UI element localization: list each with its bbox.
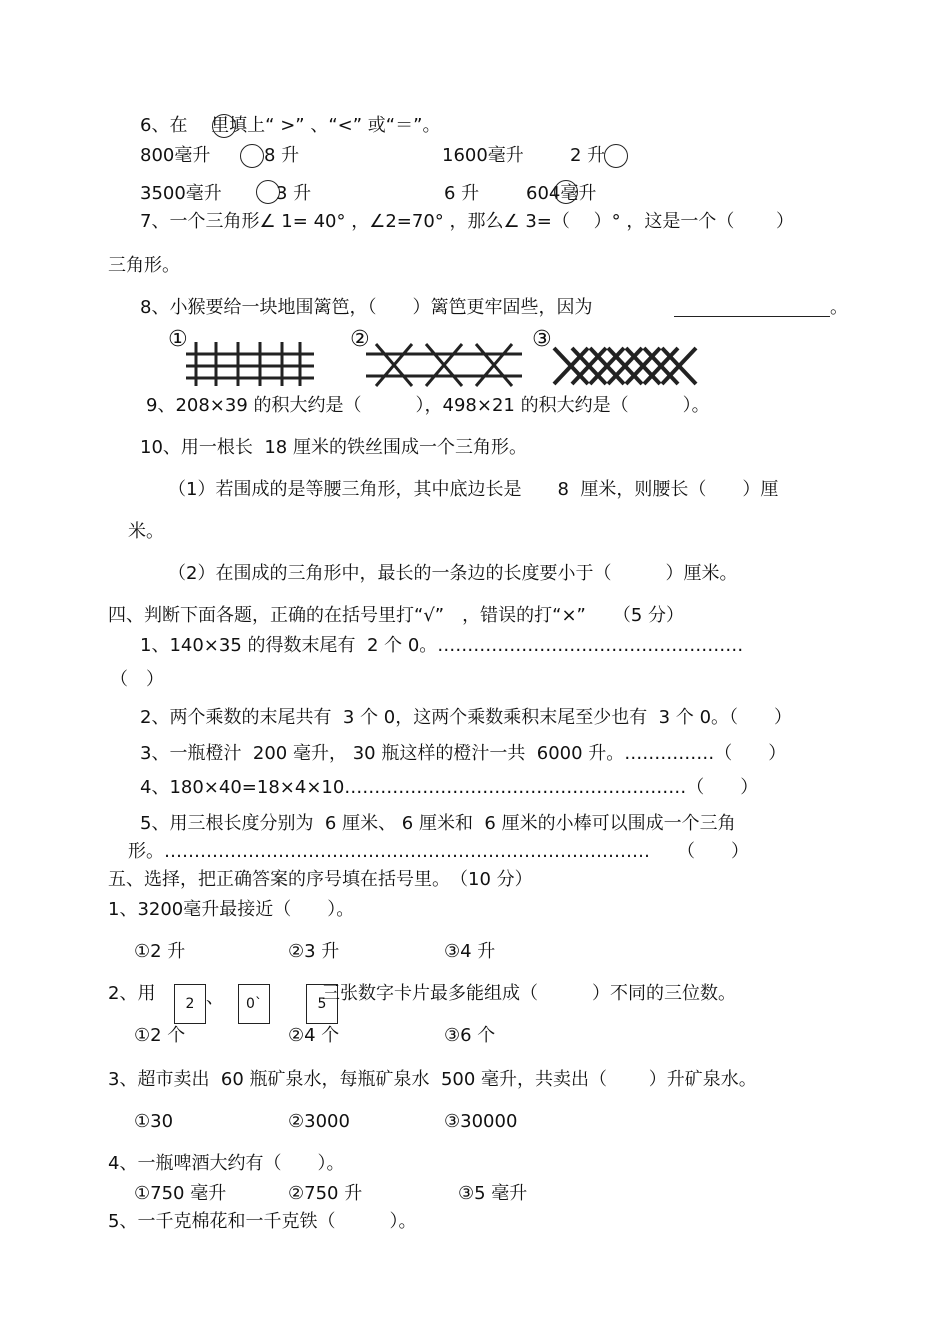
q6-r1d: 2 升 (570, 145, 606, 166)
choice-q1-opt1[interactable]: ①2 升 (134, 941, 186, 962)
q10-p1b: 米。 (128, 521, 164, 542)
judge-item-5b: 形。……………………………………………………………………… （ ） (128, 841, 749, 862)
choice-q2-opt3[interactable]: ③6 个 (444, 1025, 496, 1046)
choice-q3: 3、超市卖出 60 瓶矿泉水，每瓶矿泉水 500 毫升，共卖出（ ）升矿泉水。 (108, 1069, 757, 1090)
q6-r2a: 3500毫升 (140, 183, 222, 204)
section4-title: 四、判断下面各题，正确的在括号里打“√” ，错误的打“×” （5 分） (108, 605, 685, 626)
q6-r1b: 8 升 (264, 145, 300, 166)
choice-q4-opt1[interactable]: ①750 毫升 (134, 1183, 227, 1204)
q9: 9、208×39 的积大约是（ ），498×21 的积大约是（ ）。 (146, 395, 710, 416)
q10-p1a: （1）若围成的是等腰三角形，其中底边长是 8 厘米，则腰长（ ）厘 (168, 479, 779, 500)
q6-r1a: 800毫升 (140, 145, 211, 166)
q8-end: 。 (830, 297, 848, 318)
digit-card-2: 2 (174, 984, 206, 1024)
choice-q4-opt2[interactable]: ②750 升 (288, 1183, 363, 1204)
q6-title: 6、在 里填上“ >” 、“<” 或“＝”。 (140, 115, 441, 136)
fence-option-2-label: ② (350, 327, 370, 352)
choice-q3-opt3[interactable]: ③30000 (444, 1111, 518, 1132)
section5-title: 五、选择，把正确答案的序号填在括号里。 （10 分） (108, 869, 533, 890)
q7-line2: 三角形。 (108, 255, 180, 276)
digit-card-0: 0` (238, 984, 270, 1024)
fence-option-1-label: ① (168, 327, 188, 352)
judge-item-1: 1、140×35 的得数末尾有 2 个 0。…………………………………………… (140, 635, 744, 656)
compare-circle[interactable] (604, 144, 628, 168)
choice-q2-rest: 三张数字卡片最多能组成（ ）不同的三位数。 (322, 983, 736, 1004)
choice-q1-opt2[interactable]: ②3 升 (288, 941, 340, 962)
q10-p2: （2）在围成的三角形中，最长的一条边的长度要小于（ ）厘米。 (168, 563, 738, 584)
compare-circle[interactable] (554, 180, 578, 204)
answer-blank[interactable] (674, 316, 830, 317)
choice-q4: 4、一瓶啤酒大约有（ ）。 (108, 1153, 345, 1174)
q6-r2b: 3 升 (276, 183, 312, 204)
judge-item-1-paren[interactable]: （ ） (110, 669, 164, 690)
fence-option-3-label: ③ (532, 327, 552, 352)
judge-item-2: 2、两个乘数的末尾共有 3 个 0，这两个乘数乘积末尾至少也有 3 个 0。（ ） (140, 707, 793, 728)
judge-item-4: 4、180×40=18×4×10…………………………………………………（ ） (140, 777, 759, 798)
q8-line: 8、小猴要给一块地围篱笆，（ ）篱笆更牢固些，因为 (140, 297, 593, 318)
choice-q2-start: 2、用 (108, 983, 156, 1004)
compare-circle[interactable] (212, 114, 236, 138)
q10-title: 10、用一根长 18 厘米的铁丝围成一个三角形。 (140, 437, 527, 458)
q7-line1: 7、一个三角形∠ 1= 40° ，∠2=70° ，那么∠ 3=（ ）° ，这是一个（ ） (140, 211, 795, 232)
q6-r2c: 6 升 (444, 183, 480, 204)
q6-r1c: 1600毫升 (442, 145, 524, 166)
fence-lattice-image (550, 346, 700, 386)
choice-q2-opt2[interactable]: ②4 个 (288, 1025, 340, 1046)
judge-item-5a: 5、用三根长度分别为 6 厘米、 6 厘米和 6 厘米的小棒可以围成一个三角 (140, 813, 736, 834)
choice-q1-opt3[interactable]: ③4 升 (444, 941, 496, 962)
digit-card-5: 5 (306, 984, 338, 1024)
choice-q3-opt1[interactable]: ①30 (134, 1111, 174, 1132)
choice-q2-opt1[interactable]: ①2 个 (134, 1025, 186, 1046)
choice-q1: 1、3200毫升最接近（ ）。 (108, 899, 355, 920)
fence-cross-image (366, 342, 522, 388)
fence-grid-image (186, 342, 316, 386)
card-separator: 、 (206, 987, 224, 1008)
choice-q5: 5、一千克棉花和一千克铁（ ）。 (108, 1211, 417, 1232)
choice-q4-opt3[interactable]: ③5 毫升 (458, 1183, 528, 1204)
compare-circle[interactable] (240, 144, 264, 168)
q6-r2d: 604毫升 (526, 183, 597, 204)
choice-q3-opt2[interactable]: ②3000 (288, 1111, 350, 1132)
judge-item-3: 3、一瓶橙汁 200 毫升， 30 瓶这样的橙汁一共 6000 升。……………（ ） (140, 743, 787, 764)
